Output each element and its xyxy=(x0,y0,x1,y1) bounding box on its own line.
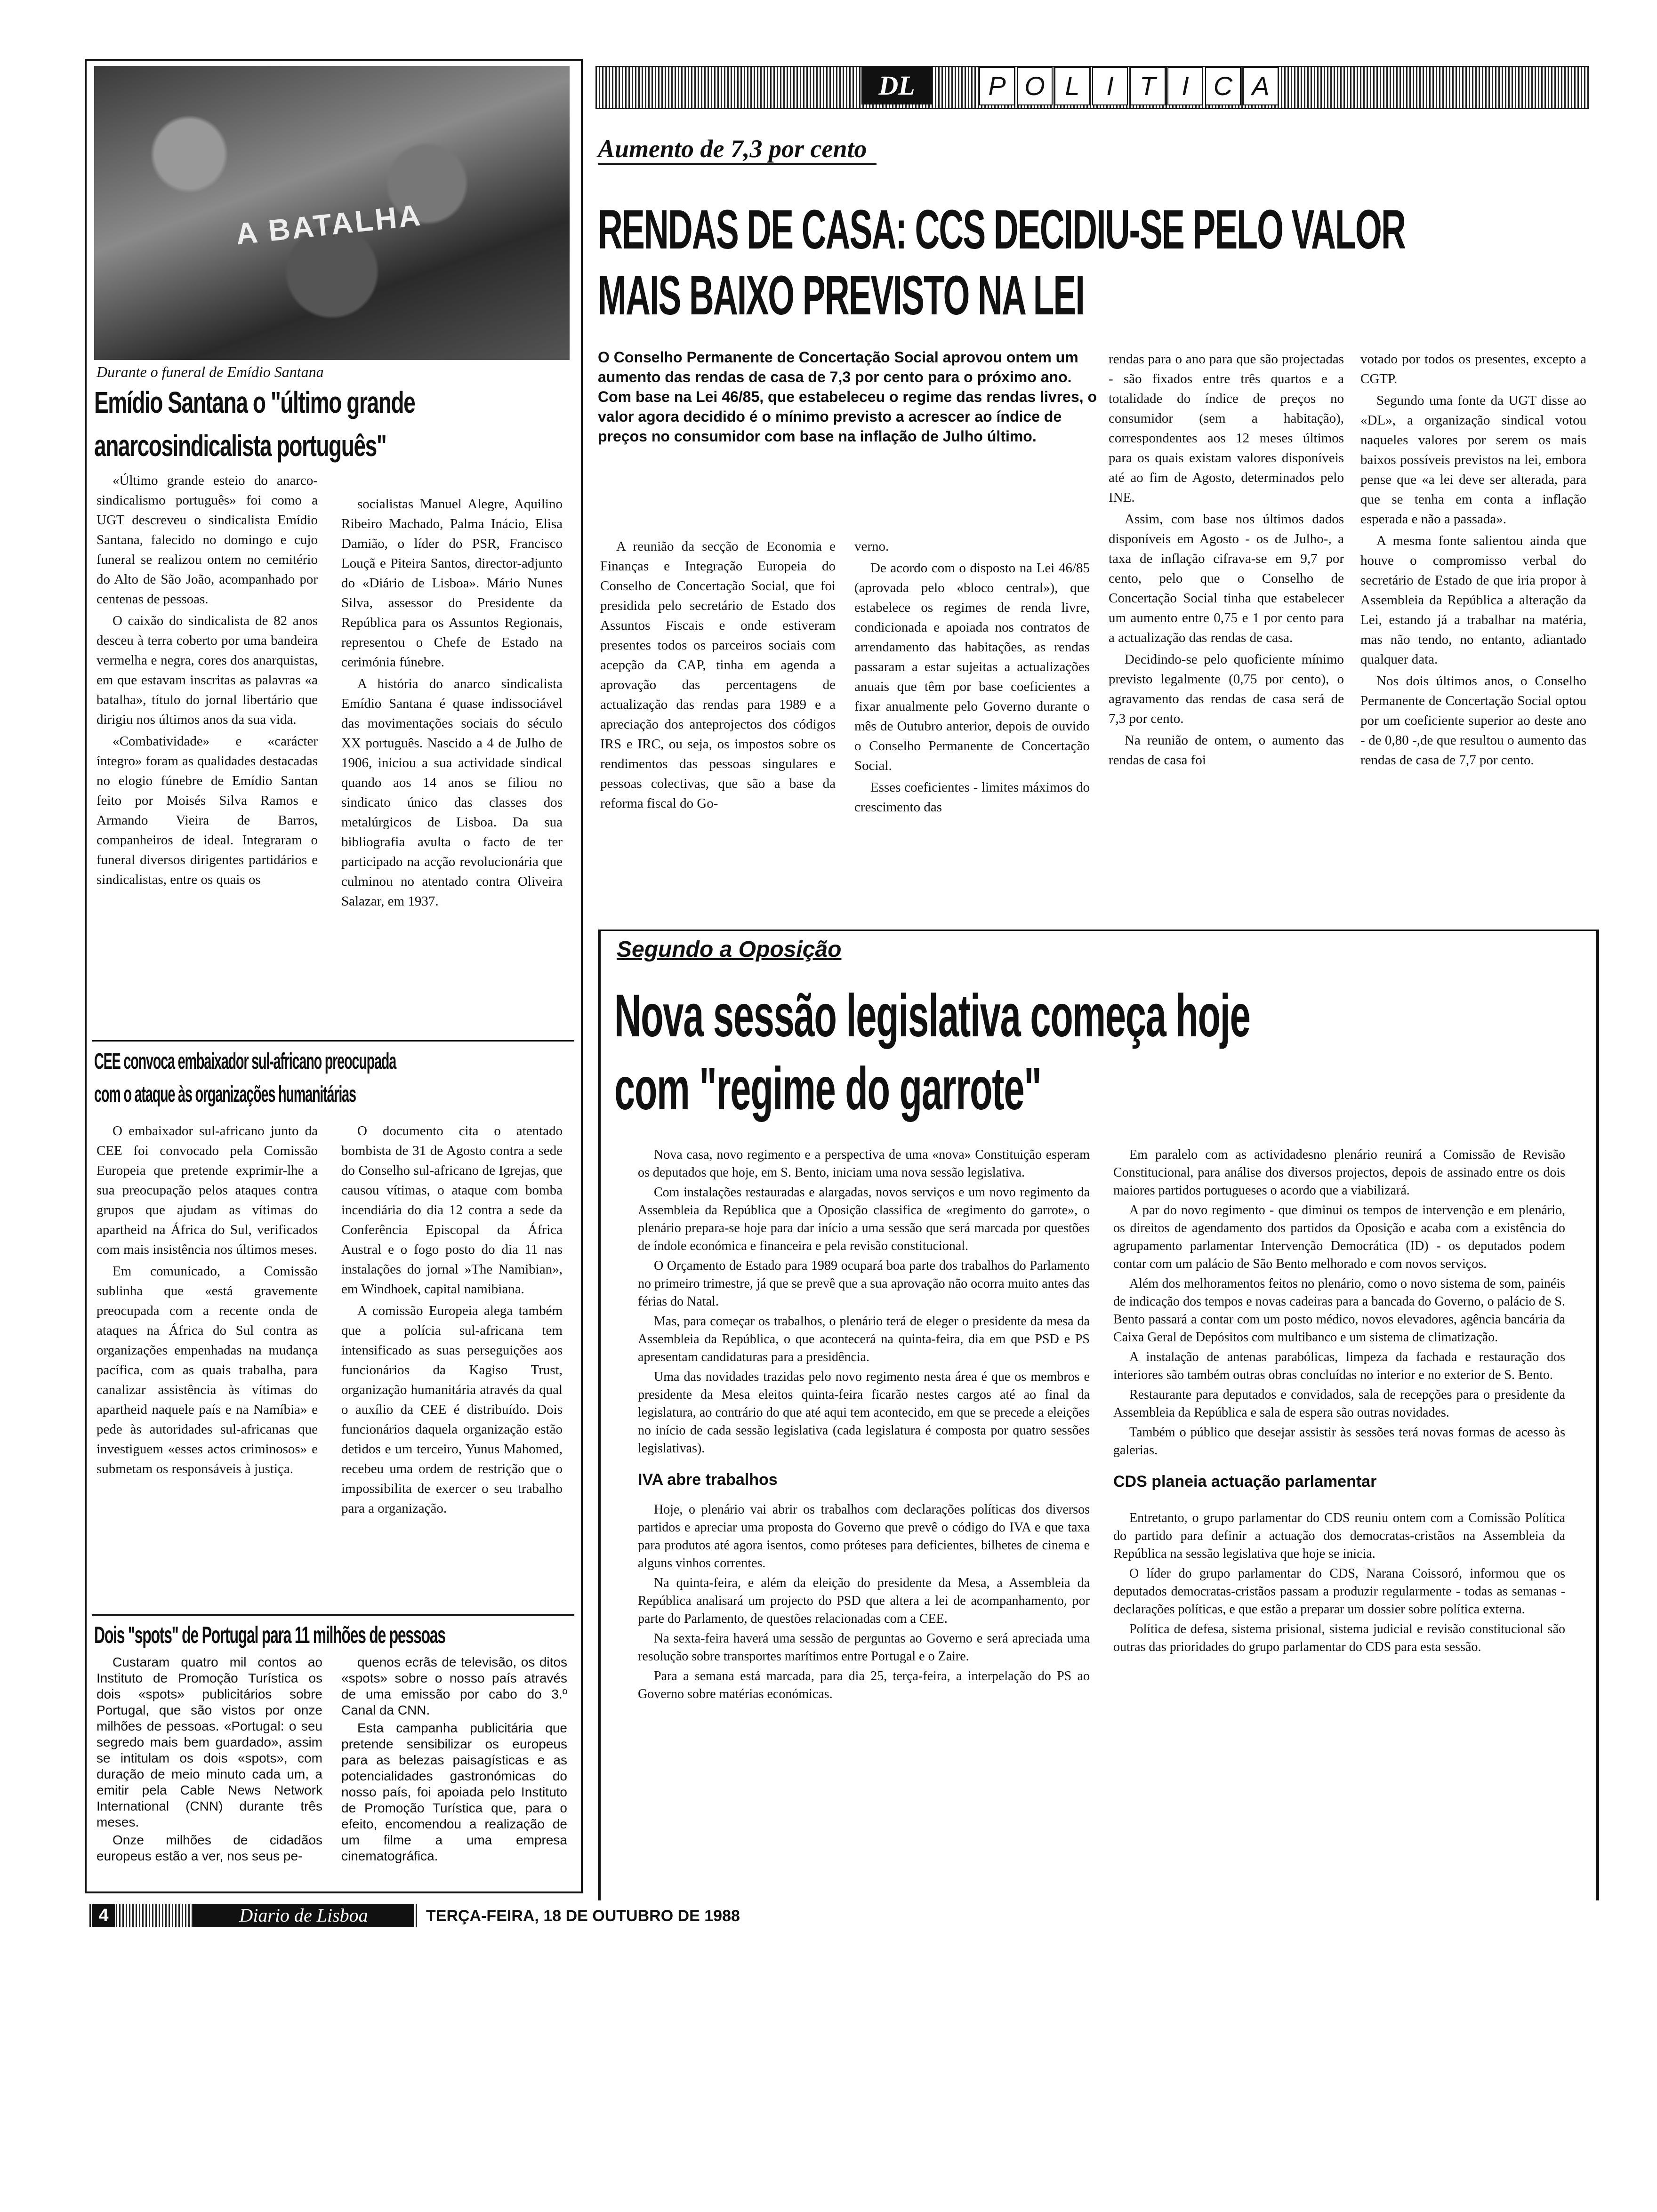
section-letter: P xyxy=(979,67,1015,105)
section-letter: I xyxy=(1092,67,1128,105)
paragraph: Assim, com base nos últimos dados disponíveis em Agosto - os de Julho-, a taxa de inflação cifrava-se em 9,7 por cento, pelo que o Conselho de Concertação Social tinha que estabelecer um aumento entre 0,75 e 1 por cento para a actualização das rendas de casa. xyxy=(1109,512,1344,645)
story2-col-a xyxy=(97,1121,318,1481)
paragraph: A mesma fonte salientou ainda que houve o compromisso verbal do secretário de Estado de que iria propor à Assembleia da República a alteração da Lei, estando já a trabalhar na matéria, mas não tendo, no entanto, adiantado qualquer data. xyxy=(1360,533,1586,667)
story3-col-b xyxy=(341,1654,567,1866)
paragraph: verno. xyxy=(854,539,889,554)
divider xyxy=(92,1614,574,1616)
paragraph: Na sexta-feira haverá uma sessão de perguntas ao Governo e será apreciada uma resolução sobre transportes marítimos entre Portugal e o Zaire. xyxy=(638,1631,1090,1664)
sessao-subhead-iva: IVA abre trabalhos xyxy=(638,1471,778,1489)
paragraph: Segundo uma fonte da UGT disse ao «DL», a organização sindical votou naqueles valores por serem os mais baixos possíveis previstos na lei, embora pense que «a lei deve ser alterada, para que se tenha em conta a inflação esperada e não a passada». xyxy=(1360,393,1586,527)
paragraph: Nos dois últimos anos, o Conselho Permanente de Concertação Social optou por um coeficiente superior ao deste ano - de 0,80 -,de que resultou o aumento das rendas de casa de 7,7 por cento. xyxy=(1360,673,1586,768)
sessao-col2 xyxy=(1113,1146,1565,1658)
paragraph: Com instalações restauradas e alargadas, novos serviços e um novo regimento da Assembleia da República que a Oposição classifica de «regimento do garrote», o plenário prepara-se hoje para dar início a uma sessão que será marcada por questões de índole económica e financeira e pela revisão constitucional. xyxy=(638,1185,1090,1253)
rendas-title-line1: RENDAS DE CASA: CCS DECIDIU-SE PELO VALOR xyxy=(598,199,1405,261)
section-letter: T xyxy=(1130,67,1166,105)
section-letter: C xyxy=(1205,67,1241,105)
paragraph: Custaram quatro mil contos ao Instituto de Promoção Turística os dois «spots» publicitários sobre Portugal, que são vistos por onze milhões de pessoas. «Portugal: o seu segredo mais bem guardado», assim se intitulam os dois «spots», com duração de meio minuto cada um, a emitir pela Cable News Network International (CNN) durante três meses. xyxy=(97,1655,322,1829)
section-letter: O xyxy=(1017,67,1053,105)
paragraph: A reunião da secção de Economia e Finanças e Integração Europeia do Conselho de Concertação Social, que foi presidida pelo secretário de Estado dos Assuntos Fiscais e onde estiveram presentes todos os parceiros sociais com acepção da CAP, tinha em agenda a aprovação das percentagens de actualização das rendas para 1989 e a apreciação dos anteprojectos dos códigos IRS e IRC, ou seja, os impostos sobre os rendimentos das pessoas singulares e pessoas colectivas, que são a base da reforma fiscal do Go- xyxy=(600,539,836,811)
paragraph: A instalação de antenas parabólicas, limpeza da fachada e restauração dos interiores são também outras obras concluídas no interior e no exterior de S. Bento. xyxy=(1113,1350,1565,1382)
story1-col-a xyxy=(97,471,318,891)
paragraph: A par do novo regimento - que diminui os tempos de intervenção e em plenário, os direitos de agendamento dos partidos da Oposição e acaba com a existência do agrupamento parlamentar Intervenção Democrática (ID) - os deputados podem contar com um palácio de São Bento melhorado e com novos serviços. xyxy=(1113,1203,1565,1271)
paragraph: socialistas Manuel Alegre, Aquilino Ribeiro Machado, Palma Inácio, Elisa Damião, o líder do PSR, Francisco Louçã e Piteira Santos, director-adjunto do «Diário de Lisboa». Mário Nunes Silva, assessor do Presidente da República para os Assuntos Regionais, representou o Chefe de Estado na cerimónia fúnebre. xyxy=(341,497,563,670)
paragraph: O Orçamento de Estado para 1989 ocupará boa parte dos trabalhos do Parlamento no primeiro trimestre, já que se prevê que a sua aprovação não ocorra muito antes das férias do Natal. xyxy=(638,1258,1090,1309)
photo-caption: Durante o funeral de Emídio Santana xyxy=(97,363,324,380)
rendas-title-line2: MAIS BAIXO PREVISTO NA LEI xyxy=(598,264,1084,327)
paragraph: Para a semana está marcada, para dia 25, terça-feira, a interpelação do PS ao Governo sobre matérias económicas. xyxy=(638,1669,1090,1701)
story2-title-line1: CEE convoca embaixador sul-africano preocupada xyxy=(94,1049,396,1074)
section-letter: A xyxy=(1243,67,1279,105)
paragraph: Onze milhões de cidadãos europeus estão a ver, nos seus pe- xyxy=(97,1833,322,1863)
paragraph: quenos ecrãs de televisão, os ditos «spots» sobre o nosso país através de uma emissão por cabo do 3.º Canal da CNN. xyxy=(341,1655,567,1717)
paragraph: Decidindo-se pelo quoficiente mínimo previsto legalmente (0,75 por cento), o agravamento das rendas de casa será de 7,3 por cento. xyxy=(1109,652,1344,726)
rendas-col3 xyxy=(1109,349,1344,772)
paragraph: Além dos melhoramentos feitos no plenário, como o novo sistema de som, painéis de indicação dos tempos e novas cadeiras para a bancada do Governo, o palácio de S. Bento passará a contar com um posto médico, novos elevadores, agência bancária da Caixa Geral de Depósitos com multibanco e um sistema de climatização. xyxy=(1113,1276,1565,1345)
rendas-col1 xyxy=(600,537,836,815)
paragraph: De acordo com o disposto na Lei 46/85 (aprovada pelo «bloco central»), que estabelece os regimes de renda livre, condicionada e apoiada nos contratos de arrendamento das habitações, as rendas passaram a estar sujeitas a actualizações anuais que têm por base coeficientes a fixar anualmente pelo Governo durante o mês de Outubro anterior, depois de ouvido o Conselho Permanente de Concertação Social. xyxy=(854,561,1090,773)
paragraph: votado por todos os presentes, excepto a CGTP. xyxy=(1360,352,1586,386)
story2-title-line2: com o ataque às organizações humanitárias xyxy=(94,1082,356,1107)
section-letter: I xyxy=(1167,67,1203,105)
sessao-subhead-cds: CDS planeia actuação parlamentar xyxy=(1113,1473,1377,1491)
page-number: 4 xyxy=(92,1904,115,1927)
paragraph: Em comunicado, a Comissão sublinha que «está gravemente preocupada com a recente onda de ataques na África do Sul contra as organizações empenhadas na mudança pacífica, com as quais trabalha, para canalizar assistência às vítimas do apartheid naquele país e na Namíbia» e pede às autoridades sul-africanas que investiguem «esses actos criminosos» e submetam os responsáveis à justiça. xyxy=(97,1264,318,1476)
sessao-title-line2: com "regime do garrote" xyxy=(614,1055,1041,1122)
paragraph: «Último grande esteio do anarco-sindicalismo português» foi como a UGT descreveu o sindicalista Emídio Santana, falecido no domingo e cujo funeral se realizou ontem no cemitério do Alto de São João, acompanhado por centenas de pessoas. xyxy=(97,473,318,607)
paragraph: Em paralelo com as actividadesno plenário reunirá a Comissão de Revisão Constitucional, para análise dos diversos projectos, depois de assinado entre os dois maiores partidos portugueses o acordo que a viabilizará. xyxy=(1113,1147,1565,1198)
story3-title: Dois "spots" de Portugal para 11 milhões de pessoas xyxy=(94,1622,445,1648)
paragraph: Restaurante para deputados e convidados, sala de recepções para o presidente da Assembleia da República e sala de espera são outras novidades. xyxy=(1113,1387,1565,1420)
story2-col-b xyxy=(341,1121,563,1520)
section-logo: DL xyxy=(861,67,932,104)
paragraph: O líder do grupo parlamentar do CDS, Narana Coissoró, informou que os deputados democratas-cristãos passam a produzir regularmente - todas as semanas - declarações políticas, e que estão a preparar um dossier sobre política externa. xyxy=(1113,1566,1565,1617)
rendas-lead: O Conselho Permanente de Concertação Social aprovou ontem um aumento das rendas de casa de 7,3 por cento para o próximo ano. Com base na Lei 46/85, que estabeleceu o regime das rendas livres, o valor agora decidido é o mínimo previsto a acrescer ao índice de preços no consumidor com base na inflação de Julho último. xyxy=(598,349,1097,445)
paragraph: Esses coeficientes - limites máximos do crescimento das xyxy=(854,780,1090,815)
story1-col-b xyxy=(341,494,563,913)
paragraph: Esta campanha publicitária que pretende sensibilizar os europeus para as belezas paisagísticas e as potencialidades gastronómicas do nosso país, foi apoiada pelo Instituto de Promoção Turística que, para o efeito, encomendou a realização de um filme a uma empresa cinematográfica. xyxy=(341,1721,567,1863)
paragraph: Na reunião de ontem, o aumento das rendas de casa foi xyxy=(1109,733,1344,768)
paper-name: Diario de Lisboa xyxy=(193,1904,414,1927)
paragraph: Uma das novidades trazidas pelo novo regimento nesta área é que os membros e presidente da Mesa eleitos quinta-feira ficarão nestes cargos até ao final da legislatura, ao contrário do que até aqui tem acontecido, em que se precede a eleições no início de cada sessão legislativa (cada legislatura é composta por quatro sessões legislativas). xyxy=(638,1370,1090,1456)
divider xyxy=(92,1040,574,1042)
paragraph: A comissão Europeia alega também que a polícia sul-africana tem intensificado as suas perseguições aos funcionários da Kagiso Trust, organização humanitária através da qual o auxílio da CEE é distribuído. Dois funcionários daquela organização estão detidos e um terceiro, Yunus Mahomed, recebeu uma ordem de restrição que o impossibilita de exercer o seu trabalho para a organização. xyxy=(341,1303,563,1516)
sessao-title-line1: Nova sessão legislativa começa hoje xyxy=(614,982,1250,1050)
paragraph: rendas para o ano para que são projectadas - são fixados entre três quartos e a totalidade do índice de preços no consumidor (sem a habitação), correspondentes aos 12 meses últimos para os quais existam valores disponíveis até ao fim de Agosto, determinados pelo INE. xyxy=(1109,352,1344,505)
sessao-kicker: Segundo a Oposição xyxy=(617,937,842,962)
story1-title-line1: Emídio Santana o "último grande xyxy=(94,385,415,419)
rendas-col2 xyxy=(854,537,1090,819)
rendas-col4 xyxy=(1360,349,1586,772)
paragraph: Mas, para começar os trabalhos, o plenário terá de eleger o presidente da mesa da Assembleia da República, o que acontecerá na quinta-feira, dia em que PSD e PS apresentam candidaturas para a presidência. xyxy=(638,1314,1090,1364)
paragraph: Política de defesa, sistema prisional, sistema judicial e revisão constitucional são outras das prioridades do grupo parlamentar do CDS para esta sessão. xyxy=(1113,1622,1565,1654)
banner-text: A BATALHA xyxy=(234,198,424,251)
story3-col-a xyxy=(97,1654,322,1866)
paragraph: A história do anarco sindicalista Emídio Santana é quase indissociável das movimentações sociais do século XX português. Nascido a 4 de Julho de 1906, iniciou a sua actividade sindical quando aos 14 anos se filiou no sindicato único das classes dos metalúrgicos de Lisboa. Da sua bibliografia avulta o facto de ter participado na acção revolucionária que culminou no atentado contra Oliveira Salazar, em 1937. xyxy=(341,676,563,909)
paragraph: O documento cita o atentado bombista de 31 de Agosto contra a sede do Conselho sul-africano de Igrejas, que causou vítimas, o ataque com bomba incendiária do dia 12 contra a sede da Conferência Episcopal da África Austral e o fogo posto do dia 11 nas instalações do jornal »The Namibian», em Windhoek, capital namibiana. xyxy=(341,1123,563,1297)
paragraph: Na quinta-feira, e além da eleição do presidente da Mesa, a Assembleia da República analisará um projecto do PSD que altera a lei de acompanhamento, por parte do Parlamento, de questões relacionadas com a CEE. xyxy=(638,1576,1090,1626)
story1-title-line2: anarcosindicalista português" xyxy=(94,429,386,463)
paragraph: Também o público que desejar assistir às sessões terá novas formas de acesso às galerias. xyxy=(1113,1425,1565,1458)
sessao-col1 xyxy=(638,1146,1090,1705)
section-letter: L xyxy=(1054,67,1090,105)
section-name xyxy=(979,67,1280,105)
funeral-photo xyxy=(94,66,570,360)
rendas-kicker: Aumento de 7,3 por cento xyxy=(598,134,877,165)
paragraph: «Combatividade» e «carácter íntegro» foram as qualidades destacadas no elogio fúnebre de Emídio Santan feito por Moisés Silva Ramos e Armando Vieira de Barros, companheiros de ideal. Integraram o funeral diversos dirigentes partidários e sindicalistas, entre os quais os xyxy=(97,734,318,887)
paragraph: Hoje, o plenário vai abrir os trabalhos com declarações políticas dos diversos partidos e apreciar uma proposta do Governo que prevê o código do IVA e que taxa para produtos até agora isentos, como próteses para deficientes, bilhetes de cinema e alguns vinhos correntes. xyxy=(638,1502,1090,1571)
paragraph: O caixão do sindicalista de 82 anos desceu à terra coberto por uma bandeira vermelha e negra, cores dos anarquistas, em que estavam inscritas as palavras «a batalha», título do jornal libertário que dirigiu nos últimos anos da sua vida. xyxy=(97,613,318,727)
paragraph: Entretanto, o grupo parlamentar do CDS reuniu ontem com a Comissão Política do partido para definir a actuação dos democratas-cristãos na Assembleia da República na sessão legislativa que hoje se inicia. xyxy=(1113,1511,1565,1561)
footer-date: TERÇA-FEIRA, 18 DE OUTUBRO DE 1988 xyxy=(426,1907,740,1925)
paragraph: Nova casa, novo regimento e a perspectiva de uma «nova» Constituição esperam os deputados que hoje, em S. Bento, iniciam uma nova sessão legislativa. xyxy=(638,1147,1090,1180)
paragraph: O embaixador sul-africano junto da CEE foi convocado pela Comissão Europeia que pretende exprimir-lhe a sua preocupação pelos ataques contra grupos que ajudam as vítimas do apartheid na África do Sul, verificados com mais insistência nos últimos meses. xyxy=(97,1123,318,1257)
